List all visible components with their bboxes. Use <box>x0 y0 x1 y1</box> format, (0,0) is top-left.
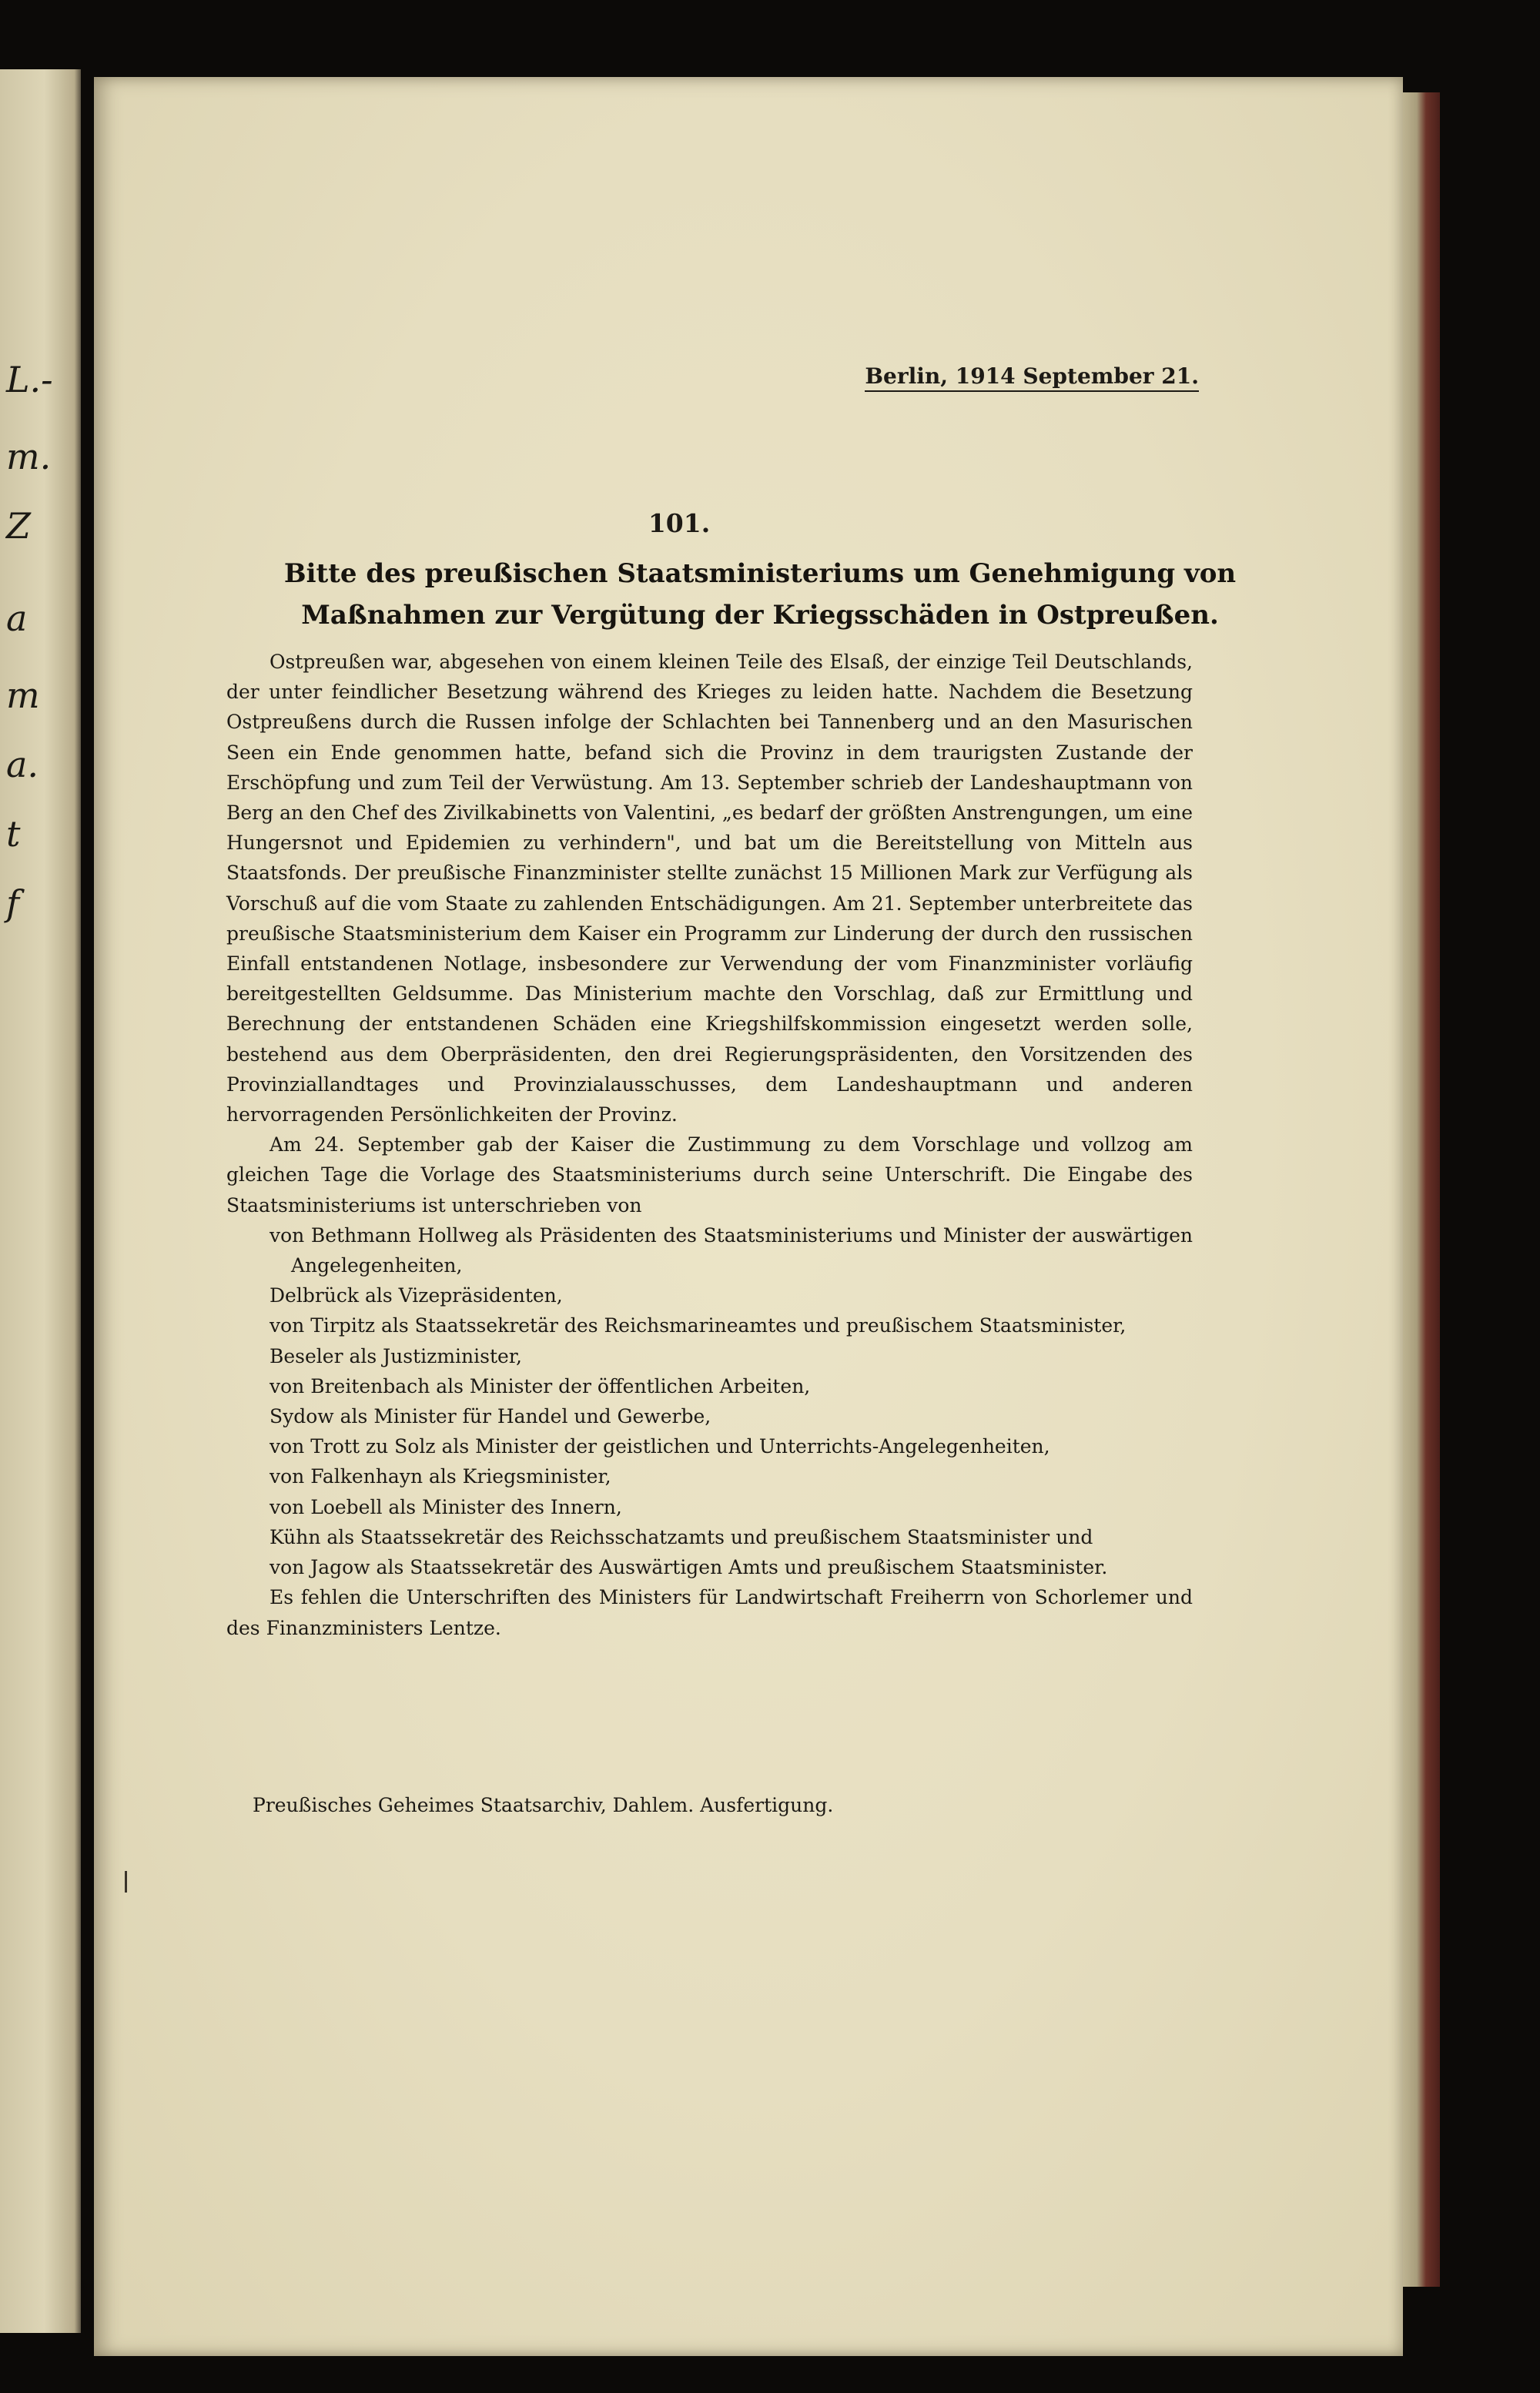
signer-entry: von Tirpitz als Staatssekretär des Reichsmarineamtes und preußischem Staatsminister, <box>270 1314 1127 1337</box>
margin-note: a. <box>6 744 39 785</box>
document-body <box>226 647 1193 1643</box>
document-number: 101. <box>648 508 711 538</box>
signer-entry: von Breitenbach als Minister der öffentlichen Arbeiten, <box>270 1374 811 1397</box>
signer-list <box>226 1220 1193 1582</box>
document-page <box>94 77 1403 2356</box>
margin-note: L.- <box>6 359 53 400</box>
margin-note: m. <box>6 436 52 477</box>
document-title: Bitte des preußischen Staatsministeriums um Genehmigung von Maßnahmen zur Vergütung der Kriegsschäden in Ostpreußen. <box>283 558 1237 631</box>
signer-entry: von Trott zu Solz als Minister der geistlichen und Unterrichts-Angelegenheiten, <box>270 1435 1050 1458</box>
margin-note: Z <box>6 505 31 547</box>
margin-note: t <box>6 813 21 855</box>
margin-note: f <box>6 882 20 924</box>
margin-note: m <box>6 674 40 716</box>
signer-entry: von Jagow als Staatssekretär des Auswärtigen Amts und preußischem Staatsminister. <box>270 1556 1108 1579</box>
body-paragraph: Am 24. September gab der Kaiser die Zustimmung zu dem Vorschlage und vollzog am gleichen Tage die Vorlage des Staatsministeriums durch seine Unterschrift. Die Eingabe des Staatsministeriums ist unterschrieben von <box>226 1133 1193 1217</box>
dateline: Berlin, 1914 September 21. <box>865 363 1199 392</box>
signer-entry: von Loebell als Minister des Innern, <box>270 1495 622 1518</box>
signer-entry: Sydow als Minister für Handel und Gewerbe, <box>270 1405 711 1428</box>
facing-page <box>0 69 81 2333</box>
page-mark <box>125 1871 127 1893</box>
body-paragraph: Es fehlen die Unterschriften des Ministers für Landwirtschaft Freiherrn von Schorlemer und des Finanzministers Lentze. <box>226 1586 1193 1639</box>
signer-entry: von Falkenhayn als Kriegsminister, <box>270 1465 611 1488</box>
source-citation: Preußisches Geheimes Staatsarchiv, Dahlem. Ausfertigung. <box>253 1794 834 1816</box>
signer-entry: Beseler als Justizminister, <box>270 1344 522 1367</box>
signer-entry: Delbrück als Vizepräsidenten, <box>270 1284 563 1307</box>
signer-entry: Kühn als Staatssekretär des Reichsschatzamts und preußischem Staatsminister und <box>270 1525 1093 1548</box>
signer-entry: von Bethmann Hollweg als Präsidenten des Staatsministeriums und Minister der auswärtigen Angelegenheiten, <box>270 1223 1193 1277</box>
body-paragraph: Ostpreußen war, abgesehen von einem kleinen Teile des Elsaß, der einzige Teil Deutschlands, der unter feindlicher Besetzung während des Krieges zu leiden hatte. Nachdem die Besetzung Ostpreußens durch die Russen infolge der Schlachten bei Tannenberg und an den Masurischen Seen ein Ende genommen hatte, befand sich die Provinz in dem traurigsten Zustande der Erschöpfung und zum Teil der Verwüstung. Am 13. September schrieb der Landeshauptmann von Berg an den Chef des Zivilkabinetts von Valentini, „es bedarf der größten Anstrengungen, um eine Hungersnot und Epidemien zu verhindern", und bat um die Bereitstellung von Mitteln aus Staatsfonds. Der preußische Finanzminister stellte zunächst 15 Millionen Mark zur Verfügung als Vorschuß auf die vom Staate zu zahlenden Entschädigungen. Am 21. September unterbreitete das preußische Staatsministerium dem Kaiser ein Programm zur Linderung der durch den russischen Einfall entstandenen Notlage, insbesondere zur Verwendung der vom Finanzminister vorläufig bereitgestellten Geldsumme. Das Ministerium machte den Vorschlag, daß zur Ermittlung und Berechnung der entstandenen Schäden eine Kriegshilfskommission eingesetzt werden solle, bestehend aus dem Oberpräsidenten, den drei Regierungspräsidenten, den Vorsitzenden des Provinziallandtages und Provinzialausschusses, dem Landeshauptmann und anderen hervorragenden Persönlichkeiten der Provinz. <box>226 651 1193 1126</box>
bleed-through <box>294 447 850 474</box>
margin-note: a <box>6 597 28 639</box>
